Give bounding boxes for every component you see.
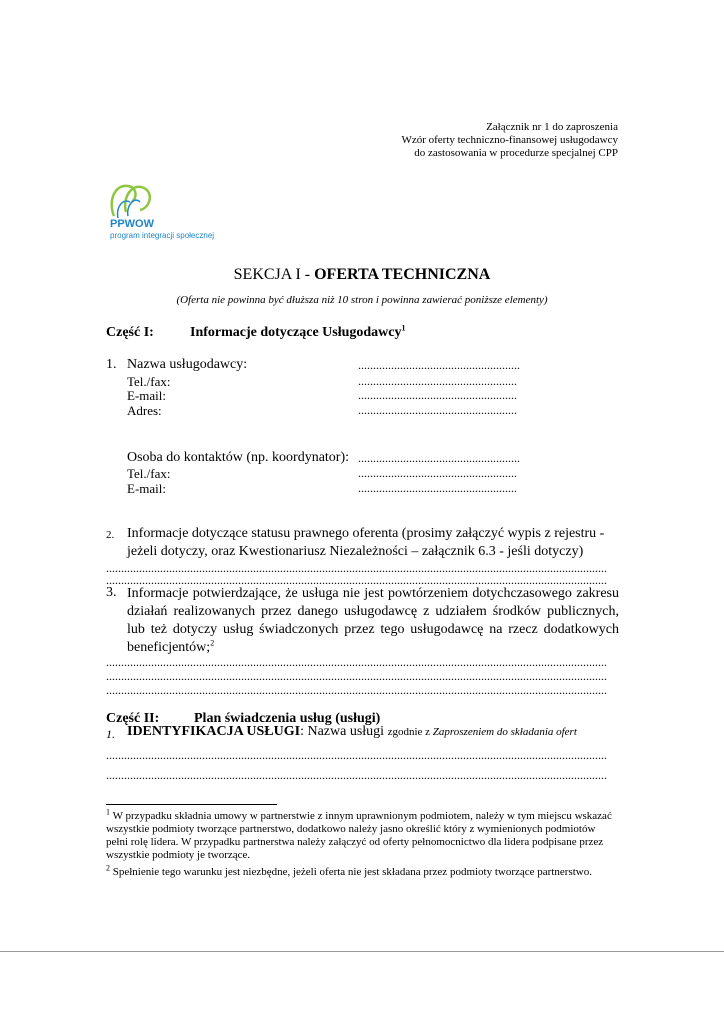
item1-number: 1. bbox=[106, 357, 117, 372]
part2-item1-number: 1. bbox=[106, 727, 115, 741]
footnote-number: 2 bbox=[106, 863, 110, 873]
item2-line2: jeżeli dotyczy, oraz Kwestionariusz Niezależności – załącznik 6.3 - jeśli dotyczy) bbox=[127, 544, 584, 559]
part1-title bbox=[190, 324, 406, 341]
footnote-ref: 2 bbox=[210, 638, 215, 648]
tel-label: Tel./fax: bbox=[127, 374, 171, 389]
item3-number: 3. bbox=[106, 585, 117, 600]
header-note bbox=[218, 121, 618, 160]
item3-answer-line[interactable]: ....................................................................................................................................................................... bbox=[106, 655, 607, 669]
item2-number: 2. bbox=[106, 529, 115, 541]
header-line: Wzór oferty techniczno-finansowej usługodawcy bbox=[401, 134, 618, 146]
contact-field[interactable]: ...................................................... bbox=[358, 451, 520, 465]
part2-item1-italic: Zaproszeniem do składania ofert bbox=[432, 726, 577, 738]
email-label: E-mail: bbox=[127, 388, 166, 403]
section-title bbox=[0, 266, 724, 284]
header-line: do zastosowania w procedurze specjalnej CPP bbox=[414, 147, 618, 159]
name-field[interactable]: ...................................................... bbox=[358, 358, 520, 372]
part2-title: Plan świadczenia usług (usługi) bbox=[194, 711, 381, 726]
footnote-number: 1 bbox=[106, 807, 110, 817]
part2-label: Część II: bbox=[106, 711, 160, 726]
item3-text-body: Informacje potwierdzające, że usługa nie jest powtórzeniem dotychczasowego zakresu działań realizowanych przez danego usługodawcę z udziałem środków publicznych, lub też dotyczy usług świadczonych przez tego usługodawcę na rzecz dodatkowych beneficjentów; bbox=[127, 586, 619, 655]
item2-answer-line[interactable]: ....................................................................................................................................................................... bbox=[106, 561, 607, 575]
footnote-separator bbox=[106, 804, 277, 805]
part1-title-text: Informacje dotyczące Usługodawcy bbox=[190, 325, 402, 340]
contact-email-field[interactable]: ..................................................... bbox=[358, 481, 517, 495]
item3-answer-line[interactable]: ....................................................................................................................................................................... bbox=[106, 669, 607, 683]
part2-item1-bold: IDENTYFIKACJA USŁUGI bbox=[127, 724, 301, 739]
service-name-line[interactable]: ....................................................................................................................................................................... bbox=[106, 748, 607, 762]
tel-field[interactable]: ..................................................... bbox=[358, 374, 517, 388]
item3-text bbox=[127, 585, 619, 657]
name-label: Nazwa usługodawcy: bbox=[127, 357, 248, 372]
logo-name: PPWOW bbox=[110, 218, 154, 230]
contact-email-label: E-mail: bbox=[127, 481, 166, 496]
item3-answer-line[interactable]: ....................................................................................................................................................................... bbox=[106, 683, 607, 697]
part1-label: Część I: bbox=[106, 325, 154, 340]
footnote-1 bbox=[106, 807, 618, 862]
title-bold: OFERTA TECHNICZNA bbox=[314, 266, 491, 283]
service-name-line[interactable]: ....................................................................................................................................................................... bbox=[106, 768, 607, 782]
part2-item1-line bbox=[127, 724, 577, 740]
footnote-2 bbox=[106, 863, 618, 879]
address-label: Adres: bbox=[127, 403, 162, 418]
item2-answer-line[interactable]: ....................................................................................................................................................................... bbox=[106, 573, 607, 587]
footnote-text: W przypadku składnia umowy w partnerstwie z innym uprawnionym podmiotem, należy w tym miejscu wskazać wszystkie podmioty tworzące partnerstwo, dodatkowo należy jasno określić który z wymienionych podmiotów pełni rolę lidera. W przypadku partnerstwa należy załączyć od oferty pełnomocnictwo dla lidera podpisane przez wszystkie podmioty je tworzące. bbox=[106, 810, 612, 861]
part2-item1-after: : Nazwa usługi bbox=[300, 724, 388, 739]
contact-label: Osoba do kontaktów (np. koordynator): bbox=[127, 450, 350, 465]
contact-tel-label: Tel./fax: bbox=[127, 466, 171, 481]
page-bottom-rule bbox=[0, 951, 724, 952]
section-subtitle: (Oferta nie powinna być dłuższa niż 10 stron i powinna zawierać poniższe elementy) bbox=[176, 294, 548, 306]
address-field[interactable]: ..................................................... bbox=[358, 403, 517, 417]
footnote-ref: 1 bbox=[401, 323, 406, 333]
contact-tel-field[interactable]: ..................................................... bbox=[358, 466, 517, 480]
footnote-text: Spełnienie tego warunku jest niezbędne, jeżeli oferta nie jest składana przez podmioty tworzące partnerstwo. bbox=[112, 866, 592, 878]
email-field[interactable]: ..................................................... bbox=[358, 388, 517, 402]
item2-line1: Informacje dotyczące statusu prawnego oferenta (prosimy załączyć wypis z rejestru - bbox=[127, 526, 605, 541]
logo-tagline: program integracji społecznej bbox=[110, 231, 215, 240]
part2-item1-small: zgodnie z bbox=[387, 726, 433, 738]
header-line: Załącznik nr 1 do zaproszenia bbox=[486, 121, 618, 133]
title-prefix: SEKCJA I - bbox=[233, 266, 315, 283]
ppwow-logo bbox=[106, 178, 218, 244]
